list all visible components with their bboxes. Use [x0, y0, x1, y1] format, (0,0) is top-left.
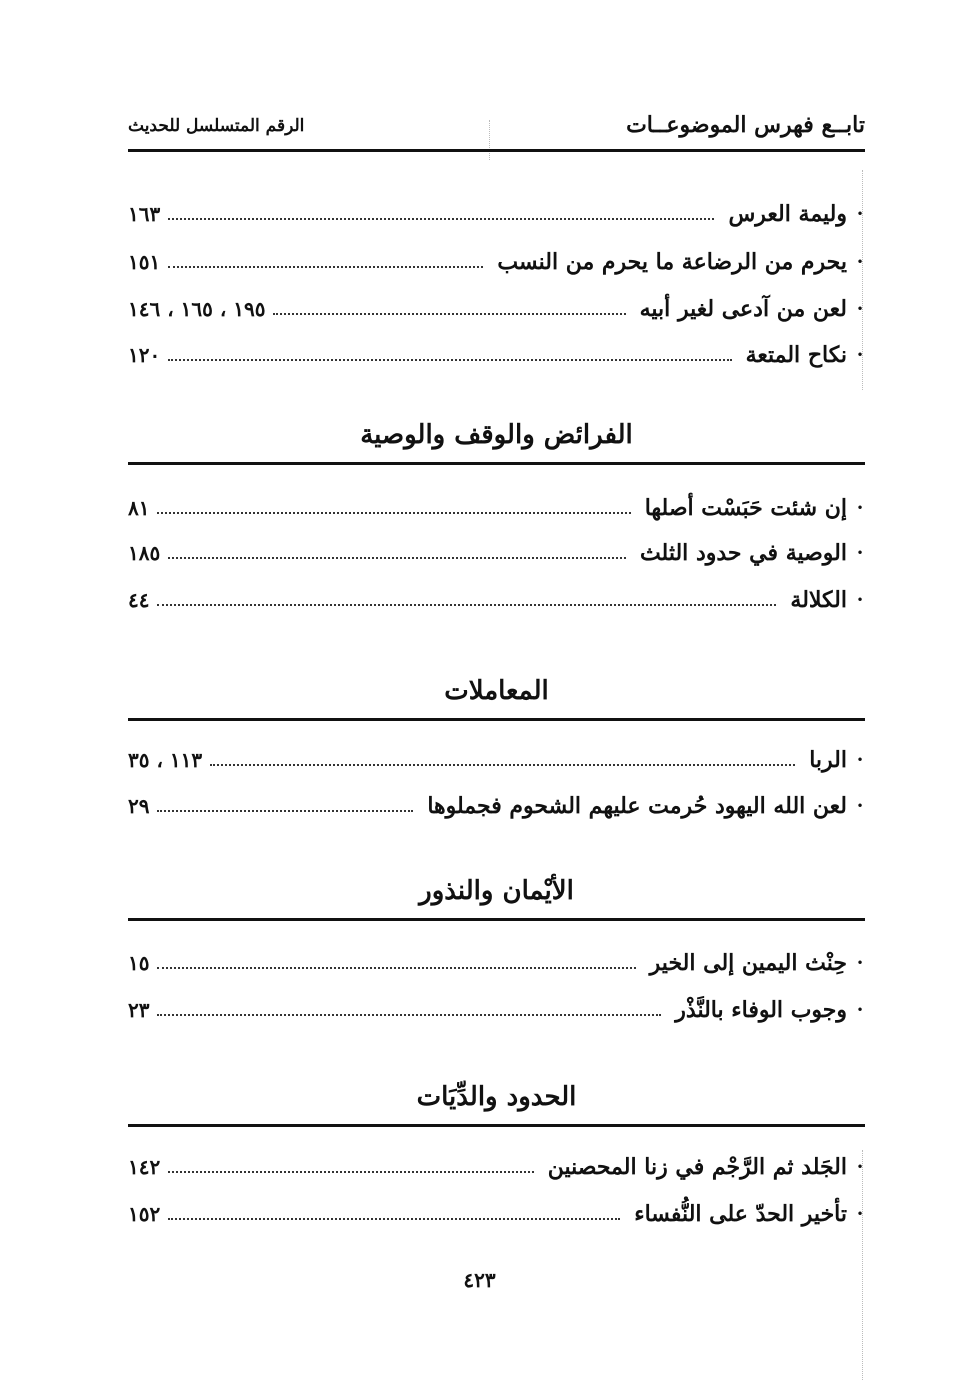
section-heading: المعاملات: [444, 676, 549, 706]
index-entry: [128, 533, 865, 573]
entry-pages: ١٤٢: [128, 1155, 161, 1179]
dot-leader: [157, 512, 630, 514]
bullet: •: [856, 1003, 864, 1017]
dot-leader: [157, 1014, 661, 1016]
entry-title: وجوب الوفاء بالنَّذْر: [675, 997, 847, 1023]
index-entry: [128, 990, 865, 1030]
section-heading: الأيْمان والنذور: [419, 876, 574, 906]
entry-title: يحرم من الرضاعة ما يحرم من النسب: [497, 249, 847, 275]
bullet: •: [856, 302, 864, 316]
entry-title: تأخير الحدّ على النُّفساء: [634, 1201, 847, 1227]
section-heading: الفرائض والوقف والوصية: [360, 420, 633, 450]
index-entry: [128, 1147, 865, 1187]
bullet: •: [856, 799, 864, 813]
bullet: •: [856, 207, 864, 221]
entry-pages: ٤٤: [128, 588, 150, 612]
index-entry: [128, 488, 865, 528]
entry-title: الكلالة: [790, 587, 847, 613]
bullet: •: [856, 1160, 864, 1174]
entry-pages: ١١٣ ، ٣٥: [128, 748, 203, 772]
entry-title: الوصية في حدود الثلث: [639, 540, 847, 566]
dot-leader: [273, 313, 625, 315]
section-heading: الحدود والدِّيَات: [416, 1082, 577, 1112]
entry-title: وليمة العرس: [728, 201, 847, 227]
bullet: •: [856, 501, 864, 515]
bullet: •: [856, 255, 864, 269]
index-entry: [128, 580, 865, 620]
entry-pages: ١٥٢: [128, 1202, 161, 1226]
section-rule: [128, 462, 865, 465]
dot-leader: [157, 810, 413, 812]
header-column-label: الرقم المتسلسل للحديث: [128, 116, 305, 136]
dot-leader: [168, 218, 714, 220]
header-rule: [128, 149, 865, 152]
section-rule: [128, 718, 865, 721]
index-entry: [128, 1194, 865, 1234]
bullet: •: [856, 753, 864, 767]
entry-title: الجَلد ثم الرَّجْم في زنا المحصنين: [547, 1154, 847, 1180]
bullet: •: [856, 546, 864, 560]
header-title: تابــع فهرس الموضوعــات: [626, 112, 865, 138]
entry-pages: ١٢٠: [128, 343, 161, 367]
index-entry: [128, 740, 865, 780]
entry-pages: ٨١: [128, 496, 150, 520]
bullet: •: [856, 593, 864, 607]
entry-pages: ١٦٣: [128, 202, 161, 226]
dot-leader: [157, 604, 776, 606]
index-entry: [128, 335, 865, 375]
index-entry: [128, 786, 865, 826]
dot-leader: [157, 967, 635, 969]
bullet: •: [856, 956, 864, 970]
page-number: ٤٢٣: [463, 1268, 496, 1292]
running-header: [128, 112, 865, 148]
section-rule: [128, 1124, 865, 1127]
entry-pages: ١٩٥ ، ١٦٥ ، ١٤٦: [128, 297, 266, 321]
entry-pages: ٢٩: [128, 794, 150, 818]
bullet: •: [856, 348, 864, 362]
dot-leader: [168, 1171, 534, 1173]
index-entry: [128, 242, 865, 282]
bullet: •: [856, 1207, 864, 1221]
dot-leader: [168, 359, 731, 361]
entry-pages: ١٨٥: [128, 541, 161, 565]
index-entry: [128, 289, 865, 329]
entry-title: حِنْث اليمين إلى الخير: [649, 950, 847, 976]
entry-title: الربا: [809, 747, 847, 773]
entry-pages: ١٥١: [128, 250, 161, 274]
entry-title: لعن من آدعى لغير أبيه: [639, 296, 847, 322]
section-rule: [128, 918, 865, 921]
dot-leader: [168, 266, 483, 268]
dot-leader: [210, 764, 795, 766]
entry-title: نكاح المتعة: [745, 342, 847, 368]
dot-leader: [168, 557, 626, 559]
entry-title: إن شئت حَبَسْت أصلها: [644, 495, 847, 521]
entry-pages: ١٥: [128, 951, 150, 975]
dot-leader: [168, 1218, 620, 1220]
entry-title: لعن الله اليهود حُرمت عليهم الشحوم فجملوها: [427, 793, 847, 819]
index-entry: [128, 194, 865, 234]
index-entry: [128, 943, 865, 983]
entry-pages: ٢٣: [128, 998, 150, 1022]
